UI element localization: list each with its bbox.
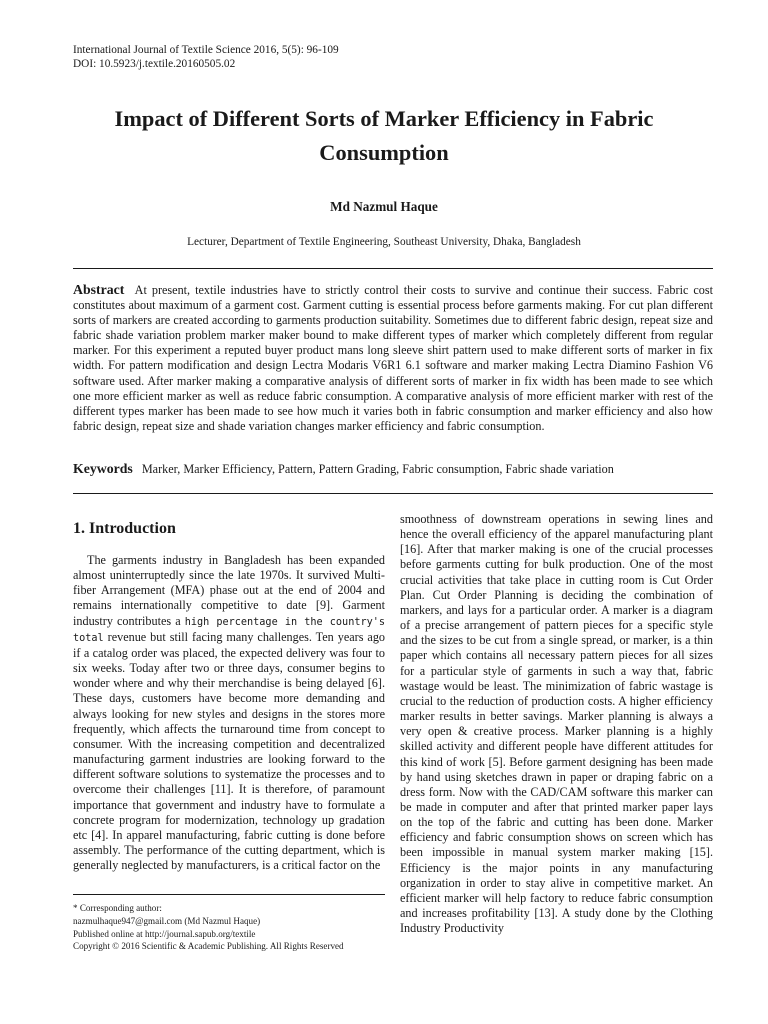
intro-text-mono: high percentage in the country's total: [73, 616, 385, 644]
doi: DOI: 10.5923/j.textile.20160505.02: [73, 57, 236, 70]
intro-continuation: smoothness of downstream operations in sewing lines and hence the overall efficiency of the apparel manufacturing plant [16]. After that marker making is one of the crucial processes before garments cutting for bulk production. One of the most crucial activities that take place in cutting room is Cut Order Plan. Cut Order Planning is deciding the combination of markers, and lays for a particular order. A marker is a diagram of a precise arrangement of pattern pieces for a specific style and the sizes to be cut from a single spread, or marker, is a thin paper which contains all necessary pattern pieces for all sizes for a particular style of garments in such a way that, fabric wastage would be least. The minimization of fabric wastage is crucial to the reduction of production costs. A higher efficiency marker results in better savings. Marker planning is always a very open & creative process. Marker planning is a highly skilled activity and different people have different attitudes for this kind of work [5]. Before garment designing has been made by hand using sketches drawn in paper or draping fabric on a dress form. Now with the CAD/CAM software this marker can be made in computer and after that printed marker paper lays on the top of the fabric and cutting has been done. Marker efficiency and fabric consumption shows on screen which has been impossible in manual system marker making [15]. Efficiency is the major points in any manufacturing organization in order to stay alive in competitive market. An efficient marker will help factory to reduce fabric consumption and increases profitability [13]. A study done by the Clothing Industry Productivity: [400, 512, 713, 936]
abstract-label: Abstract: [73, 282, 125, 297]
author-affiliation: Lecturer, Department of Textile Engineering, Southeast University, Dhaka, Bangladesh: [187, 236, 581, 248]
journal-citation: International Journal of Textile Science 2016, 5(5): 96-109: [73, 44, 339, 56]
footnote-published: Published online at http://journal.sapub.org/textile: [73, 928, 256, 939]
intro-text-b: revenue but still facing many challenges. Ten years ago if a catalog order was placed, the expected delivery was four to six weeks. Today after two or three days, consumer begins to wonder where and why their merchandise is being delayed [6]. These days, customers have become more demanding and always looking for new styles and designs in the stores more frequently, which affects the turnaround time from concept to consumer. With the increasing competition and decentralized manufacturing garment industries are looking forward to the different software solutions to systematize the processes and to overcome their challenges [11]. It is therefore, of paramount importance that government and industry have to formulate a concrete program for modernization, technology up gradation etc [4]. In apparel manufacturing, fabric cutting is done before assembly. The performance of the cutting department, which is generally neglected by manufacturers, is a critical factor on the: [73, 629, 386, 873]
footnote: [73, 902, 385, 953]
bottom-divider: [73, 493, 713, 494]
right-column: [400, 512, 713, 936]
footnote-divider: [73, 894, 385, 895]
footnote-copyright: Copyright © 2016 Scientific & Academic Publishing. All Rights Reserved: [73, 941, 344, 952]
journal-header: [73, 44, 339, 71]
footnote-corresponding: * Corresponding author:: [73, 903, 162, 913]
keywords-text: Marker, Marker Efficiency, Pattern, Pattern Grading, Fabric consumption, Fabric shade variation: [141, 462, 614, 476]
section-heading: 1. Introduction: [73, 520, 176, 537]
author-name: Md Nazmul Haque: [330, 199, 438, 214]
top-divider: [73, 268, 713, 269]
footnote-email: nazmulhaque947@gmail.com (Md Nazmul Haque): [73, 915, 261, 926]
left-column: [73, 553, 385, 873]
abstract-block: [73, 282, 713, 434]
intro-paragraph: [73, 553, 385, 873]
keywords-block: [73, 461, 713, 477]
intro-text-a: The garments industry in Bangladesh has been expanded almost uninterruptedly since the late 1970s. It survived Multi-fiber Arrangement (MFA) phase out at the end of 2004 and remains internationally competitive to date [9]. Garment industry contributes a: [73, 553, 385, 628]
abstract-text: At present, textile industries have to strictly control their costs to survive and continue their success. Fabric cost constitutes about maximum of a garment cost. Garment cutting is essential process before garments making. For cut plan different sorts of markers are created according to garments production suitability. Sometimes due to different fabric design, repeat size and fabric shade variation problem marker maker bound to make different types of marker which completely different from regular marker. For this experiment a reputed buyer product mans long sleeve shirt pattern used to make different sorts of marker in fix width. For pattern modification and design Lectra Modaris V6R1 6.1 software and marker making Lectra Diamino Fashion V6 software used. After marker making a comparative analysis of different sorts of marker in fix width has been made to see which one more efficient marker as well as reduce fabric consumption. A comparative analysis of more efficient marker with rest of the different types marker has been made to see how much it varies both in fabric consumption and marker efficiency and also how fabric design, repeat size and shade variation changes marker efficiency and fabric consumption.: [73, 283, 714, 433]
paper-title: Impact of Different Sorts of Marker Efficiency in Fabric Consumption: [114, 106, 654, 165]
keywords-label: Keywords: [73, 461, 133, 476]
